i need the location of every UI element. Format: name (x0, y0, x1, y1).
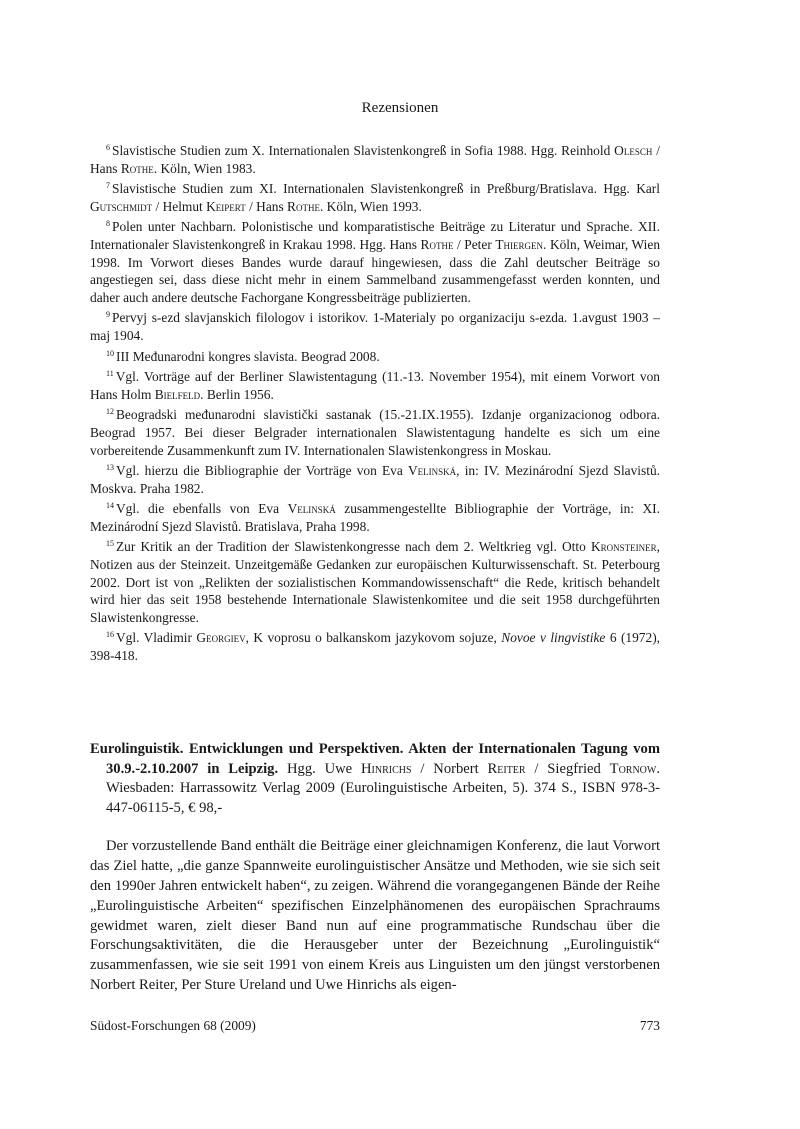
author-name: Velinská (408, 463, 457, 479)
footnote (90, 626, 660, 664)
author-name: Thiergen (495, 236, 544, 252)
review-title: Eurolinguistik. Entwicklungen und Perspektiven. Akten der Internationalen Tagung vom 30.9.-2.10.2007 in Leipzig. (90, 741, 660, 777)
page-number: 773 (639, 1018, 660, 1033)
footnote-text: III Međunarodni kongres slavista. Beograd 2008. (116, 348, 380, 364)
footnote-number: 15 (106, 539, 114, 549)
footnote-number: 13 (106, 463, 114, 473)
review-citation (90, 740, 660, 818)
footnote-number: 7 (106, 181, 110, 191)
author-name: Velinská (287, 501, 336, 517)
footnote-number: 12 (106, 407, 114, 417)
author-name: Kronsteiner (590, 539, 657, 555)
footnote-text: . Köln, Wien 1993. (319, 198, 422, 214)
footnote-text: Vgl. Vladimir (116, 630, 197, 646)
footnote (90, 345, 660, 366)
author-name: Rothe (287, 198, 320, 214)
footnote (90, 403, 660, 459)
author-name: Keipert (206, 198, 246, 214)
footnote (90, 497, 660, 535)
footnote (90, 215, 660, 306)
footnote (90, 177, 660, 215)
footnote-text: zusammengestellte Bibliographie der Vorträge, in: XI. Mezinárodní Sjezd Slavistů. Bratislava, Praha 1998. (90, 501, 660, 534)
footnote-text: Vgl. Vorträge auf der Berliner Slawistentagung (11.-13. November 1954), mit einem Vorwort von Hans Holm (90, 369, 660, 402)
publication-info: . Wiesbaden: Harrassowitz Verlag 2009 (Eurolinguistische Arbeiten, 5). 374 S., ISBN 978-3-447-06115-5, € 98,- (106, 760, 661, 816)
footnote-text: Slavistische Studien zum XI. Internationalen Slavistenkongreß in Preßburg/Bratislava. Hgg. Karl (112, 181, 660, 197)
footnote-text: Zur Kritik an der Tradition der Slawistenkongresse nach dem 2. Weltkrieg vgl. Otto (116, 539, 591, 555)
journal-title: Novoe v lingvistike (501, 630, 606, 646)
footnote (90, 139, 660, 177)
footnotes-section (90, 139, 660, 665)
footnote (90, 535, 660, 626)
footnote-text: Slavistische Studien zum X. Internationalen Slavistenkongreß in Sofia 1988. Hgg. Reinhold (112, 143, 615, 158)
journal-citation: Südost-Forschungen 68 (2009) (90, 1018, 256, 1033)
footnote-text: Vgl. hierzu die Bibliographie der Vorträge von Eva (116, 463, 408, 479)
footnote (90, 459, 660, 497)
editor-name: Reiter (487, 760, 526, 777)
footnote-text: Beogradski međunarodni slavistički sastanak (15.-21.IX.1955). Izdanje organizacionog odbora. Beograd 1957. Bei dieser Belgrader internationalen Slawistentagung handelte es sich um eine vorbereitende Zusammenkunft zum IV. Internationalen Slawistenkongress in Moskau. (90, 407, 660, 458)
editor-separator: / Norbert (411, 760, 488, 777)
author-name: Gutschmidt (90, 198, 153, 214)
review-body-paragraph: Der vorzustellende Band enthält die Beiträge einer gleichnamigen Konferenz, die laut Vorwort das Ziel hatte, „die ganze Spannweite eurolinguistischer Ansätze und Methoden, wie sie sich seit den 1990er Jahren entwickelt haben“, zu zeigen. Während die vorangegangenen Bände der Reihe „Eurolinguistische Arbeiten“ spezifischen Einzelphänomenen des europäischen Sprachraums gewidmet waren, zielt dieser Band nun auf eine programmatische Rundschau über die Forschungsaktivitäten, die die Herausgeber unter der Bezeichnung „Eurolinguistik“ zusammenfassen, wie sie seit 1991 von einem Kreis aus Linguisten um den jüngst verstorbenen Norbert Reiter, Per Sture Ureland und Uwe Hinrichs als eigen- (90, 838, 660, 993)
footnote-text: , Notizen aus der Steinzeit. Unzeitgemäße Gedanken zur europäischen Kulturwissenschaft. St. Peterbourg 2002. Dort ist von „Relikten der sozialistischen Kommandowissenschaft“ die Rede, kritisch behandelt wird hier das seit 1958 bestehende Internationale Slawistenkomitee und die seit 1958 durchgeführten Slawistenkongresse. (90, 539, 660, 625)
footnote (90, 306, 660, 344)
footnote-text: 6 (1972), 398-418. (90, 630, 660, 664)
author-name: Rothe (120, 160, 154, 176)
footnote-number: 16 (106, 630, 114, 640)
footnote-text: . Köln, Weimar, Wien 1998. Im Vorwort dieses Bandes wurde darauf hingewiesen, dass die Zahl deutscher Beiträge so angestiegen sei, dass diese nicht mehr in einem Sammelband zusammengefasst werden konnten, und daher auch andere deutsche Fachorgane Kongressbeiträge publizierten. (90, 236, 661, 305)
footnote-text: / Peter (453, 236, 496, 252)
author-name: Olesch (614, 143, 653, 158)
footnote-text: Polen unter Nachbarn. Polonistische und komparatistische Beiträge zu Literatur und Sprache. XII. Internationaler Slavistenkongreß in Krakau 1998. Hgg. Hans (90, 219, 660, 252)
footnote-number: 6 (106, 143, 110, 152)
review-section (90, 740, 660, 996)
editor-name: Tornow (609, 760, 657, 777)
footnote-text: Vgl. die ebenfalls von Eva (116, 501, 288, 517)
editor-separator: / Siegfried (525, 760, 610, 777)
running-title: Rezensionen (361, 100, 439, 116)
footnote-text: / Helmut (152, 198, 207, 214)
footnote-text: , K voprosu o balkanskom jazykovom sojuze, (245, 630, 502, 646)
footnote-number: 10 (106, 348, 114, 358)
footnote-number: 11 (106, 369, 114, 379)
author-name: Rothe (420, 236, 454, 252)
running-header (0, 100, 800, 117)
footnote-text: / Hans (90, 143, 660, 176)
footnote-text: Pervyj s-ezd slavjanskich filologov i istorikov. 1-Materialy po organizaciju s-ezda. 1.avgust 1903 – maj 1904. (90, 310, 660, 343)
footnote-text: . Köln, Wien 1983. (153, 160, 256, 176)
footnote-number: 9 (106, 310, 110, 320)
author-name: Bielfeld (154, 386, 201, 402)
footnote-text: , in: IV. Mezinárodní Sjezd Slavistů. Moskva. Praha 1982. (90, 463, 661, 496)
editor-name: Hinrichs (361, 760, 412, 777)
footnote (90, 365, 660, 403)
footnote-number: 14 (106, 501, 114, 511)
footnote-number: 8 (106, 219, 110, 229)
footnote-text: / Hans (245, 198, 288, 214)
editors-prefix: Hgg. Uwe (278, 760, 361, 777)
footnote-text: . Berlin 1956. (200, 386, 274, 402)
author-name: Georgiev (196, 630, 246, 646)
